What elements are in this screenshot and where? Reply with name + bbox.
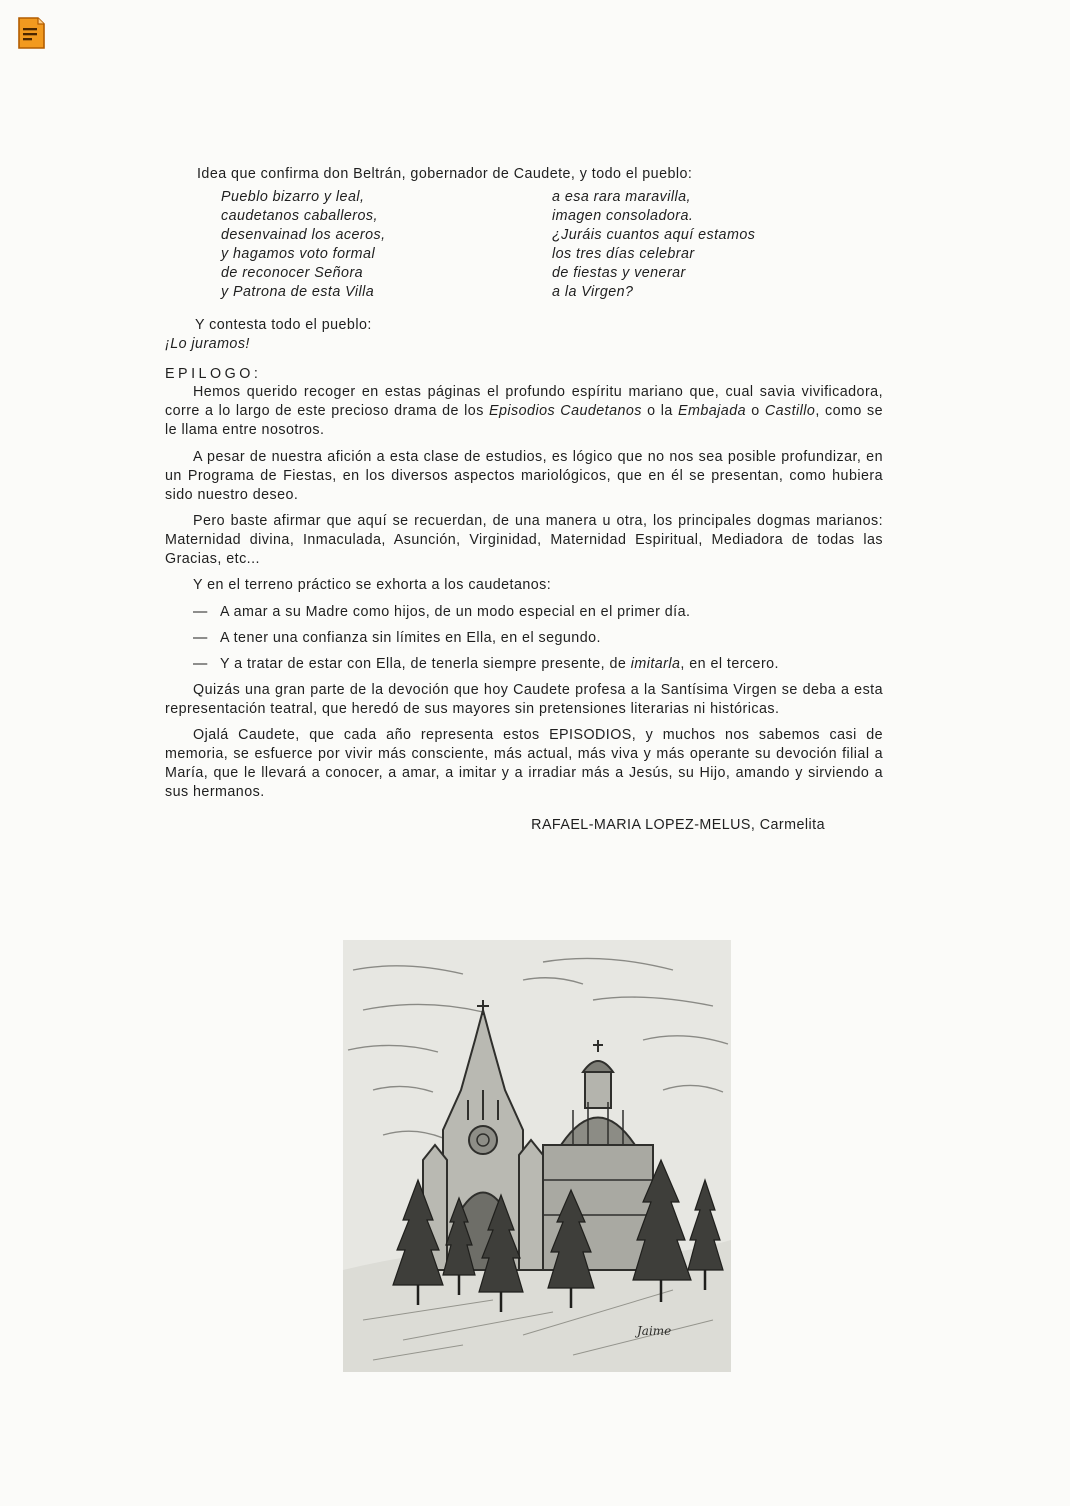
artist-signature: Jaime xyxy=(637,1324,672,1338)
list-item xyxy=(165,655,883,674)
verse-line: Pueblo bizarro y leal, xyxy=(221,189,365,205)
paragraph-1: Hemos querido recoger en estas páginas el profundo espíritu mariano que, cual savia vivificadora, corre a lo largo de este precioso drama de los Episodios Caudetanos o la Embajada o Castillo, como se le llama entre nosotros. xyxy=(165,384,883,438)
list-item xyxy=(165,629,883,648)
verse-line: de fiestas y venerar xyxy=(552,265,686,281)
verse-block xyxy=(165,188,883,302)
verse-right-column xyxy=(552,188,883,302)
verse-line: a la Virgen? xyxy=(552,284,634,300)
list-item-text: Y a tratar de estar con Ella, de tenerla siempre presente, de imitarla, en el tercero. xyxy=(220,656,779,672)
dash-marker: — xyxy=(193,656,208,672)
verse-line: caudetanos caballeros, xyxy=(221,208,378,224)
intro-line: Idea que confirma don Beltrán, gobernador de Caudete, y todo el pueblo: xyxy=(197,166,693,182)
epilogo-heading: EPILOGO: xyxy=(165,366,262,382)
author-signature: RAFAEL-MARIA LOPEZ-MELUS, Carmelita xyxy=(531,817,825,833)
paragraph-3: Pero baste afirmar que aquí se recuerdan, de una manera u otra, los principales dogmas marianos: Maternidad divina, Inmaculada, Asunción, Virginidad, Maternidad Espiritual, Mediadora de todas las Gracias, etc... xyxy=(165,513,883,567)
verse-line: a esa rara maravilla, xyxy=(552,189,691,205)
verse-line: desenvainad los aceros, xyxy=(221,227,386,243)
paragraph-2: A pesar de nuestra afición a esta clase de estudios, es lógico que no nos sea posible profundizar, en un Programa de Fiestas, en los diversos aspectos mariológicos, que en él se presentan, como hubiera sido nuestro deseo. xyxy=(165,449,883,503)
dash-marker: — xyxy=(193,604,208,620)
paragraph-5: Quizás una gran parte de la devoción que hoy Caudete profesa a la Santísima Virgen se deba a esta representación teatral, que heredó de sus mayores sin pretensiones literarias ni históricas. xyxy=(165,682,883,717)
list-item-text: A tener una confianza sin límites en Ella, en el segundo. xyxy=(220,630,601,646)
verse-line: los tres días celebrar xyxy=(552,246,695,262)
verse-line: ¿Juráis cuantos aquí estamos xyxy=(552,227,756,243)
verse-line: y Patrona de esta Villa xyxy=(221,284,375,300)
dash-marker: — xyxy=(193,630,208,646)
response-answer: ¡Lo juramos! xyxy=(165,336,250,352)
church-illustration xyxy=(343,940,731,1372)
document-icon[interactable] xyxy=(17,17,45,49)
article-page xyxy=(165,165,883,835)
paragraph-6: Ojalá Caudete, que cada año representa estos EPISODIOS, y muchos nos sabemos casi de memoria, se esfuerce por vivir más consciente, más actual, más viva y más operante su devoción filial a María, que le llevará a conocer, a amar, a imitar y a irradiar más a Jesús, su Hijo, amando y sirviendo a sus hermanos. xyxy=(165,727,883,800)
list-item-text: A amar a su Madre como hijos, de un modo especial en el primer día. xyxy=(220,604,691,620)
list-item xyxy=(165,603,883,622)
verse-left-column xyxy=(221,188,552,302)
verse-line: y hagamos voto formal xyxy=(221,246,376,262)
verse-line: imagen consoladora. xyxy=(552,208,694,224)
verse-line: de reconocer Señora xyxy=(221,265,364,281)
response-line: Y contesta todo el pueblo: xyxy=(195,317,372,333)
paragraph-4: Y en el terreno práctico se exhorta a los caudetanos: xyxy=(193,577,552,593)
